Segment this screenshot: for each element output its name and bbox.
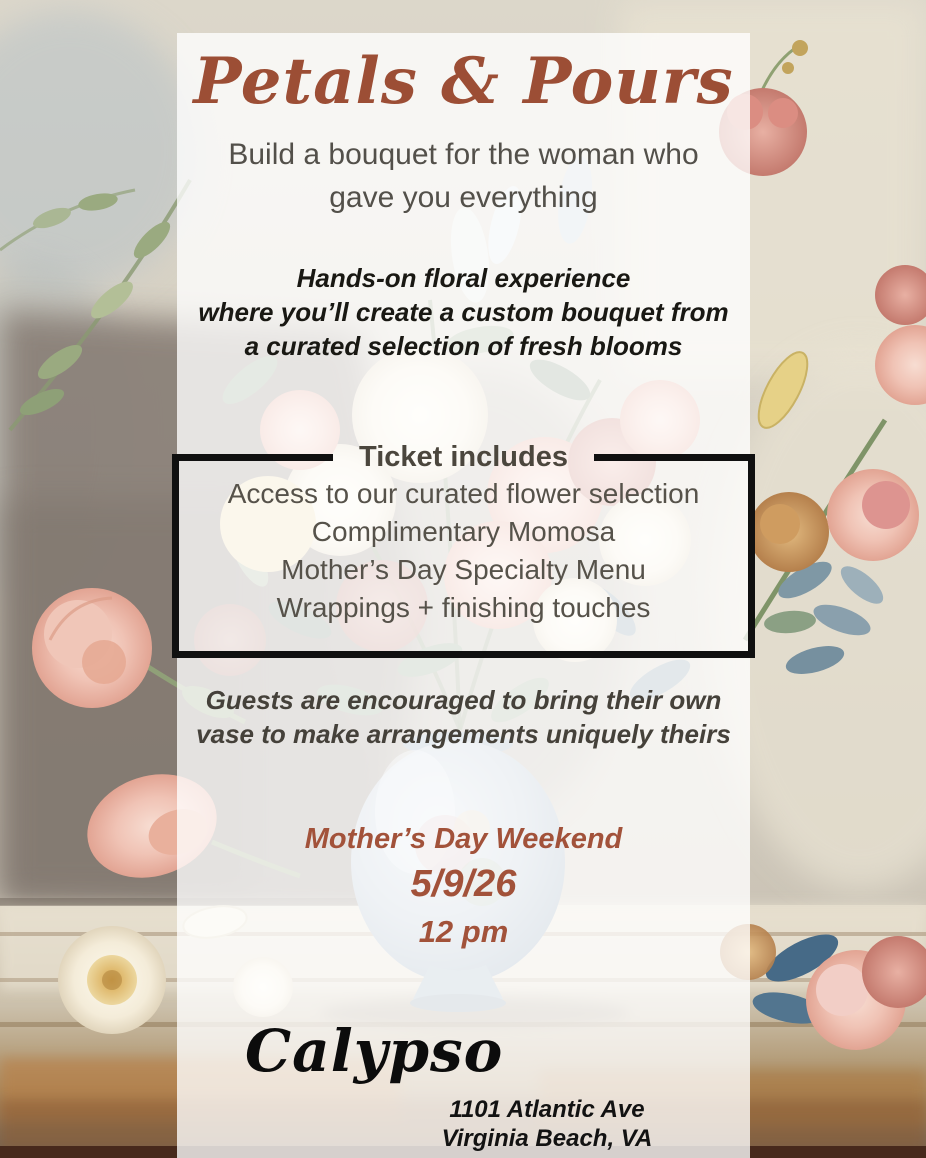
subtitle-line-1: Build a bouquet for the woman who <box>228 138 699 171</box>
event-time: 12 pm <box>418 914 509 949</box>
address-line-1: 1101 Atlantic Ave <box>449 1096 645 1123</box>
note-line-2: vase to make arrangements uniquely theirs <box>196 719 731 749</box>
event-title: Petals & Pours <box>193 44 734 119</box>
content-panel <box>177 33 750 1158</box>
ticket-item-2: Complimentary Momosa <box>311 516 616 547</box>
event-schedule <box>177 819 750 955</box>
heading-rule-left <box>172 454 333 461</box>
event-description <box>177 261 750 363</box>
event-weekend-label: Mother’s Day Weekend <box>304 823 623 855</box>
ticket-includes-section <box>172 435 755 658</box>
description-line-2: where you’ll create a custom bouquet from <box>198 297 729 327</box>
ticket-item-4: Wrappings + finishing touches <box>276 592 651 623</box>
venue-logo: Calypso <box>245 1017 504 1085</box>
heading-rule-right <box>594 454 755 461</box>
description-line-3: a curated selection of fresh blooms <box>244 331 683 361</box>
description-line-1: Hands-on floral experience <box>296 263 631 293</box>
vase-note <box>177 683 750 751</box>
note-line-1: Guests are encouraged to bring their own <box>205 685 722 715</box>
event-subtitle <box>177 133 750 219</box>
ticket-item-3: Mother’s Day Specialty Menu <box>281 554 646 585</box>
subtitle-line-2: gave you everything <box>329 181 598 214</box>
ticket-heading <box>172 435 755 479</box>
ticket-item-1: Access to our curated flower selection <box>227 478 700 509</box>
venue-address <box>337 1095 757 1153</box>
address-line-2: Virginia Beach, VA <box>441 1125 653 1152</box>
ticket-box <box>172 457 755 658</box>
ticket-heading-label: Ticket includes <box>359 440 568 473</box>
event-date: 5/9/26 <box>410 863 517 905</box>
